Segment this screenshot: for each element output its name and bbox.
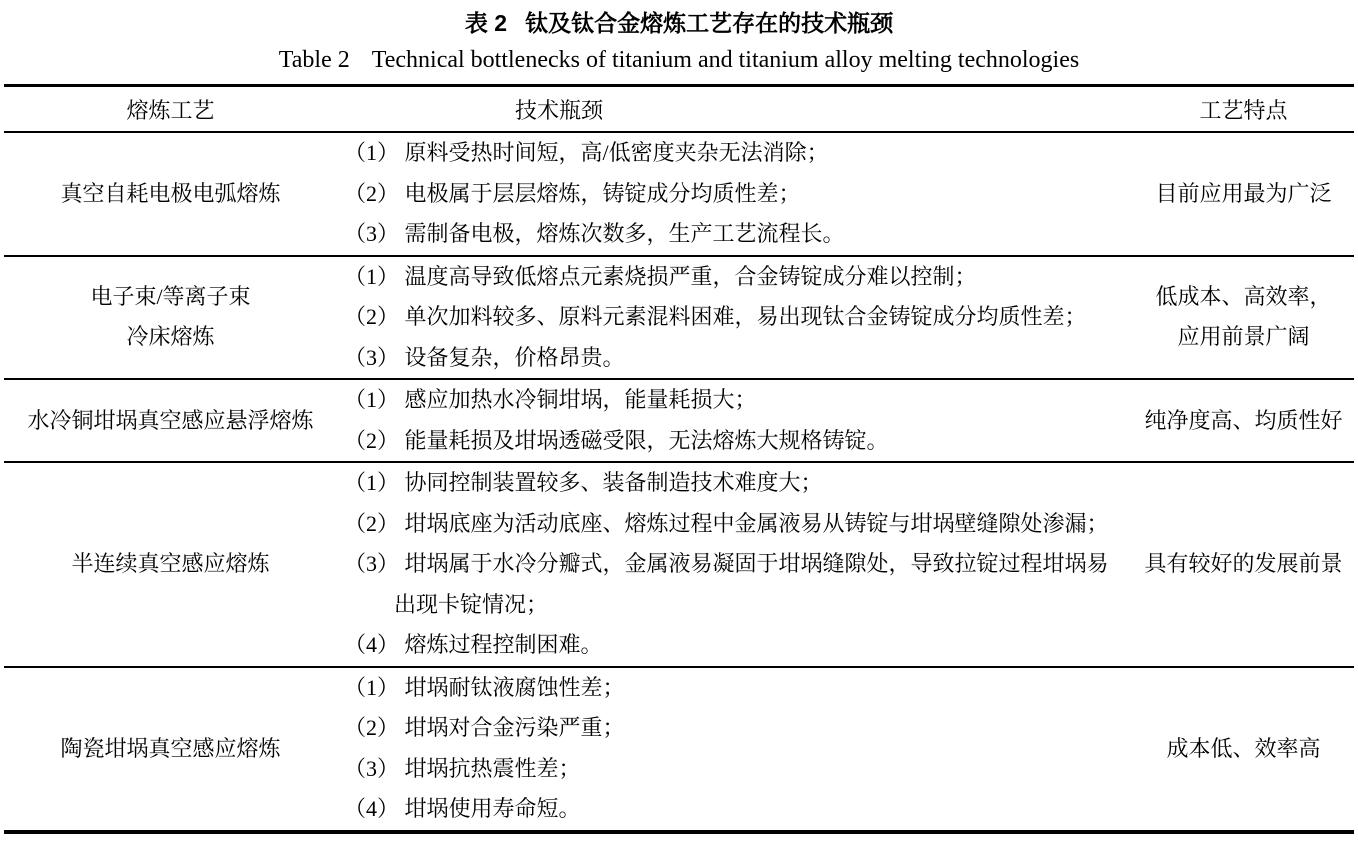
process-cell [4,257,337,379]
table-row-vacuum-consumable-electrode-arc-melting [4,131,1354,255]
process-cell [4,463,337,666]
table-caption-zh-label: 表 2 [464,10,508,36]
bottleneck-item: （2） 电极属于层层熔炼，铸锭成分均质性差； [344,180,801,206]
table-row-electron-beam-plasma-cold-hearth-melting [4,255,1354,379]
feature-text: 成本低、效率高 [1166,735,1321,761]
table-caption-zh [4,8,1354,38]
bottleneck-item: （4） 坩埚使用寿命短。 [344,796,581,821]
feature-text-line: 应用前景广阔 [1177,324,1310,350]
process-name: 水冷铜坩埚真空感应悬浮熔炼 [27,407,314,433]
feature-text-line: 低成本、高效率， [1155,284,1332,310]
feature-cell [1133,133,1354,255]
bottleneck-item: （2） 单次加料较多、原料元素混料困难，易出现钛合金铸锭成分均质性差； [344,304,1087,329]
bottleneck-item: （3） 设备复杂，价格昂贵。 [344,344,625,370]
bottleneck-item: （2） 坩埚对合金污染严重； [344,715,625,740]
feature-text: 目前应用最为广泛 [1155,180,1332,206]
bottleneck-item: （1） 原料受热时间短，高/低密度夹杂无法消除； [344,140,829,165]
process-name: 真空自耗电极电弧熔炼 [60,180,281,206]
table-row-ceramic-crucible-vacuum-induction-melting [4,666,1354,830]
feature-cell [1133,257,1354,379]
bottleneck-item: （3） 坩埚抗热震性差； [344,755,581,781]
col-header-melting-process: 熔炼工艺 [126,97,215,123]
bottleneck-item: （2） 坩埚底座为活动底座、熔炼过程中金属液易从铸锭与坩埚壁缝隙处渗漏； [344,510,1109,536]
feature-cell [1133,463,1354,666]
table-row-semi-continuous-vacuum-induction-melting [4,461,1354,666]
bottleneck-item: （1） 坩埚耐钛液腐蚀性差； [344,674,625,700]
process-name: 陶瓷坩埚真空感应熔炼 [60,735,281,761]
process-cell [4,133,337,255]
feature-cell [1133,668,1354,830]
table-caption-en-text: Technical bottlenecks of titanium and titanium alloy melting technologies [371,47,1080,73]
col-header-technical-bottleneck: 技术瓶颈 [515,97,604,123]
bottleneck-cell [337,257,1133,379]
bottleneck-item: （2） 能量耗损及坩埚透磁受限，无法熔炼大规格铸锭。 [344,427,889,453]
bottleneck-cell [337,668,1133,830]
process-name: 半连续真空感应熔炼 [71,551,270,577]
table-header-row [4,87,1354,131]
bottleneck-item: （1） 感应加热水冷铜坩埚，能量耗损大； [344,387,757,412]
bottleneck-item: （1） 协同控制装置较多、装备制造技术难度大； [344,470,823,495]
bottleneck-cell [337,133,1133,255]
process-name-line: 冷床熔炼 [126,324,215,350]
feature-text: 具有较好的发展前景 [1144,551,1343,577]
col-header-process-features: 工艺特点 [1199,97,1288,123]
bottleneck-cell [337,380,1133,461]
bottleneck-item: （3） 坩埚属于水冷分瓣式，金属液易凝固于坩埚缝隙处，导致拉锭过程坩埚易出现卡锭情况； [344,551,1109,617]
table-row-water-cooled-copper-crucible-induction-levitation-melting [4,378,1354,461]
process-cell [4,668,337,830]
feature-cell [1133,380,1354,461]
bottleneck-cell [337,463,1133,666]
table-caption-zh-text: 钛及钛合金熔炼工艺存在的技术瓶颈 [525,10,894,36]
process-name-line: 电子束/等离子束 [90,284,251,310]
bottleneck-item: （3） 需制备电极，熔炼次数多，生产工艺流程长。 [344,221,845,246]
melting-technologies-table [4,84,1354,834]
bottleneck-item: （1） 温度高导致低熔点元素烧损严重，合金铸锭成分难以控制； [344,263,977,289]
feature-text: 纯净度高、均质性好 [1144,407,1343,433]
table-caption-en [4,44,1354,76]
table-caption-en-label: Table 2 [278,47,350,73]
process-cell [4,380,337,461]
bottleneck-item: （4） 熔炼过程控制困难。 [344,632,603,657]
